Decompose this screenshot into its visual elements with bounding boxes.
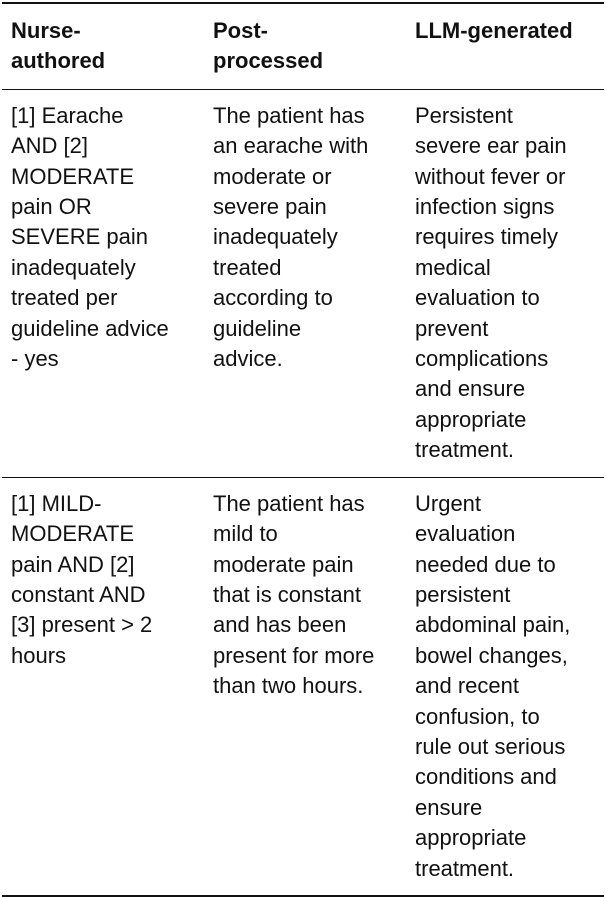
cell-post-processed: The patient has an earache with moderate or severe pain inadequately treated according to guideline advice. xyxy=(213,102,369,372)
cell-llm-generated: Persistent severe ear pain without fever or infection signs requires timely medical evaluation to prevent complications and ensure appropriate treatment. xyxy=(415,102,567,463)
cell-llm-generated: Urgent evaluation needed due to persistent abdominal pain, bowel changes, and recent confusion, to rule out serious conditions and ensure appropriate treatment. xyxy=(415,490,571,881)
header-post-processed: Post- processed xyxy=(213,18,324,74)
cell-nurse-authored: [1] Earache AND [2] MODERATE pain OR SEVERE pain inadequately treated per guideline advice - yes xyxy=(11,102,169,372)
cell-post-processed: The patient has mild to moderate pain that is constant and has been present for more than two hours. xyxy=(213,490,375,699)
header-llm-generated: LLM-generated xyxy=(415,18,573,43)
table-header-row xyxy=(2,4,604,89)
cell-nurse-authored: [1] MILD- MODERATE pain AND [2] constant AND [3] present > 2 hours xyxy=(11,490,153,668)
comparison-table xyxy=(2,2,604,897)
table-row xyxy=(2,478,604,895)
header-nurse-authored: Nurse- authored xyxy=(11,18,106,74)
table-row xyxy=(2,90,604,477)
